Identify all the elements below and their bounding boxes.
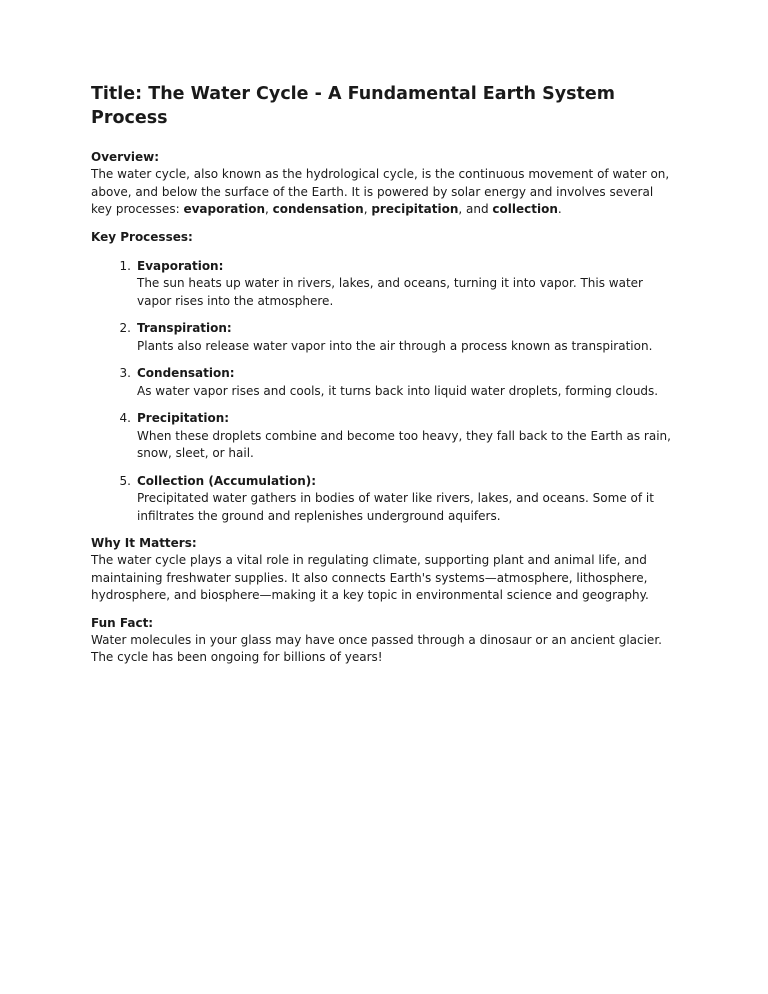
process-description: The sun heats up water in rivers, lakes, and oceans, turning it into vapor. This water vapor rises into the atmosphere. — [137, 276, 643, 308]
process-name-evaporation: Evaporation: — [137, 258, 224, 273]
list-item-body — [137, 258, 676, 311]
process-list — [91, 258, 676, 526]
process-description: As water vapor rises and cools, it turns back into liquid water droplets, forming clouds. — [137, 383, 659, 398]
overview-text-intro: The water cycle, also known as the hydrological cycle, is the continuous movement of water on, above, and below the surface of the Earth. It is powered by solar energy and involves several key processes: — [91, 167, 670, 216]
overview-separator: , and — [458, 202, 493, 216]
list-item-number: 4. — [119, 411, 131, 425]
document-title: Title: The Water Cycle - A Fundamental Earth System Process — [91, 84, 616, 128]
process-description: Precipitated water gathers in bodies of water like rivers, lakes, and oceans. Some of it infiltrates the ground and replenishes underground aquifers. — [137, 491, 654, 523]
list-item-body — [137, 410, 676, 463]
fun-fact-section — [91, 615, 676, 667]
process-description: When these droplets combine and become too heavy, they fall back to the Earth as rain, snow, sleet, or hail. — [137, 428, 671, 460]
overview-term-precipitation: precipitation — [371, 202, 459, 216]
why-it-matters-heading: Why It Matters: — [91, 536, 197, 550]
overview-heading: Overview: — [91, 150, 160, 164]
process-name-condensation: Condensation: — [137, 366, 235, 380]
process-name-precipitation: Precipitation: — [137, 411, 230, 425]
fun-fact-text: Water molecules in your glass may have once passed through a dinosaur or an ancient glacier. The cycle has been ongoing for billions of years! — [91, 632, 662, 664]
key-processes-heading: Key Processes: — [91, 229, 193, 244]
list-item — [91, 473, 676, 526]
overview-term-evaporation: evaporation — [183, 202, 265, 216]
overview-section — [91, 149, 676, 219]
list-item-number: 5. — [119, 473, 131, 488]
list-item — [91, 320, 676, 355]
list-item-number: 2. — [119, 321, 131, 335]
overview-term-condensation: condensation — [272, 202, 364, 216]
list-item-body — [137, 473, 676, 526]
list-item-number: 1. — [119, 258, 131, 273]
list-item — [91, 365, 676, 400]
process-name-transpiration: Transpiration: — [137, 321, 232, 335]
overview-separator: , — [363, 202, 372, 216]
overview-separator: , — [264, 202, 273, 216]
why-it-matters-text: The water cycle plays a vital role in regulating climate, supporting plant and animal life, and maintaining freshwater supplies. It also connects Earth's systems—atmosphere, lithosphere, hydrosphere, and biosphere—making it a key topic in environmental science and geography. — [91, 553, 649, 602]
overview-text-end: . — [557, 202, 562, 216]
overview-text — [91, 166, 676, 219]
process-description: Plants also release water vapor into the air through a process known as transpiration. — [137, 338, 653, 353]
process-name-collection: Collection (Accumulation): — [137, 473, 317, 488]
list-item-body — [137, 365, 676, 400]
list-item — [91, 258, 676, 311]
list-item-number: 3. — [119, 366, 131, 380]
why-it-matters-section — [91, 535, 676, 605]
key-processes-section — [91, 229, 676, 526]
list-item-body — [137, 320, 676, 355]
list-item — [91, 410, 676, 463]
overview-term-collection: collection — [492, 202, 558, 216]
fun-fact-heading: Fun Fact: — [91, 615, 154, 630]
